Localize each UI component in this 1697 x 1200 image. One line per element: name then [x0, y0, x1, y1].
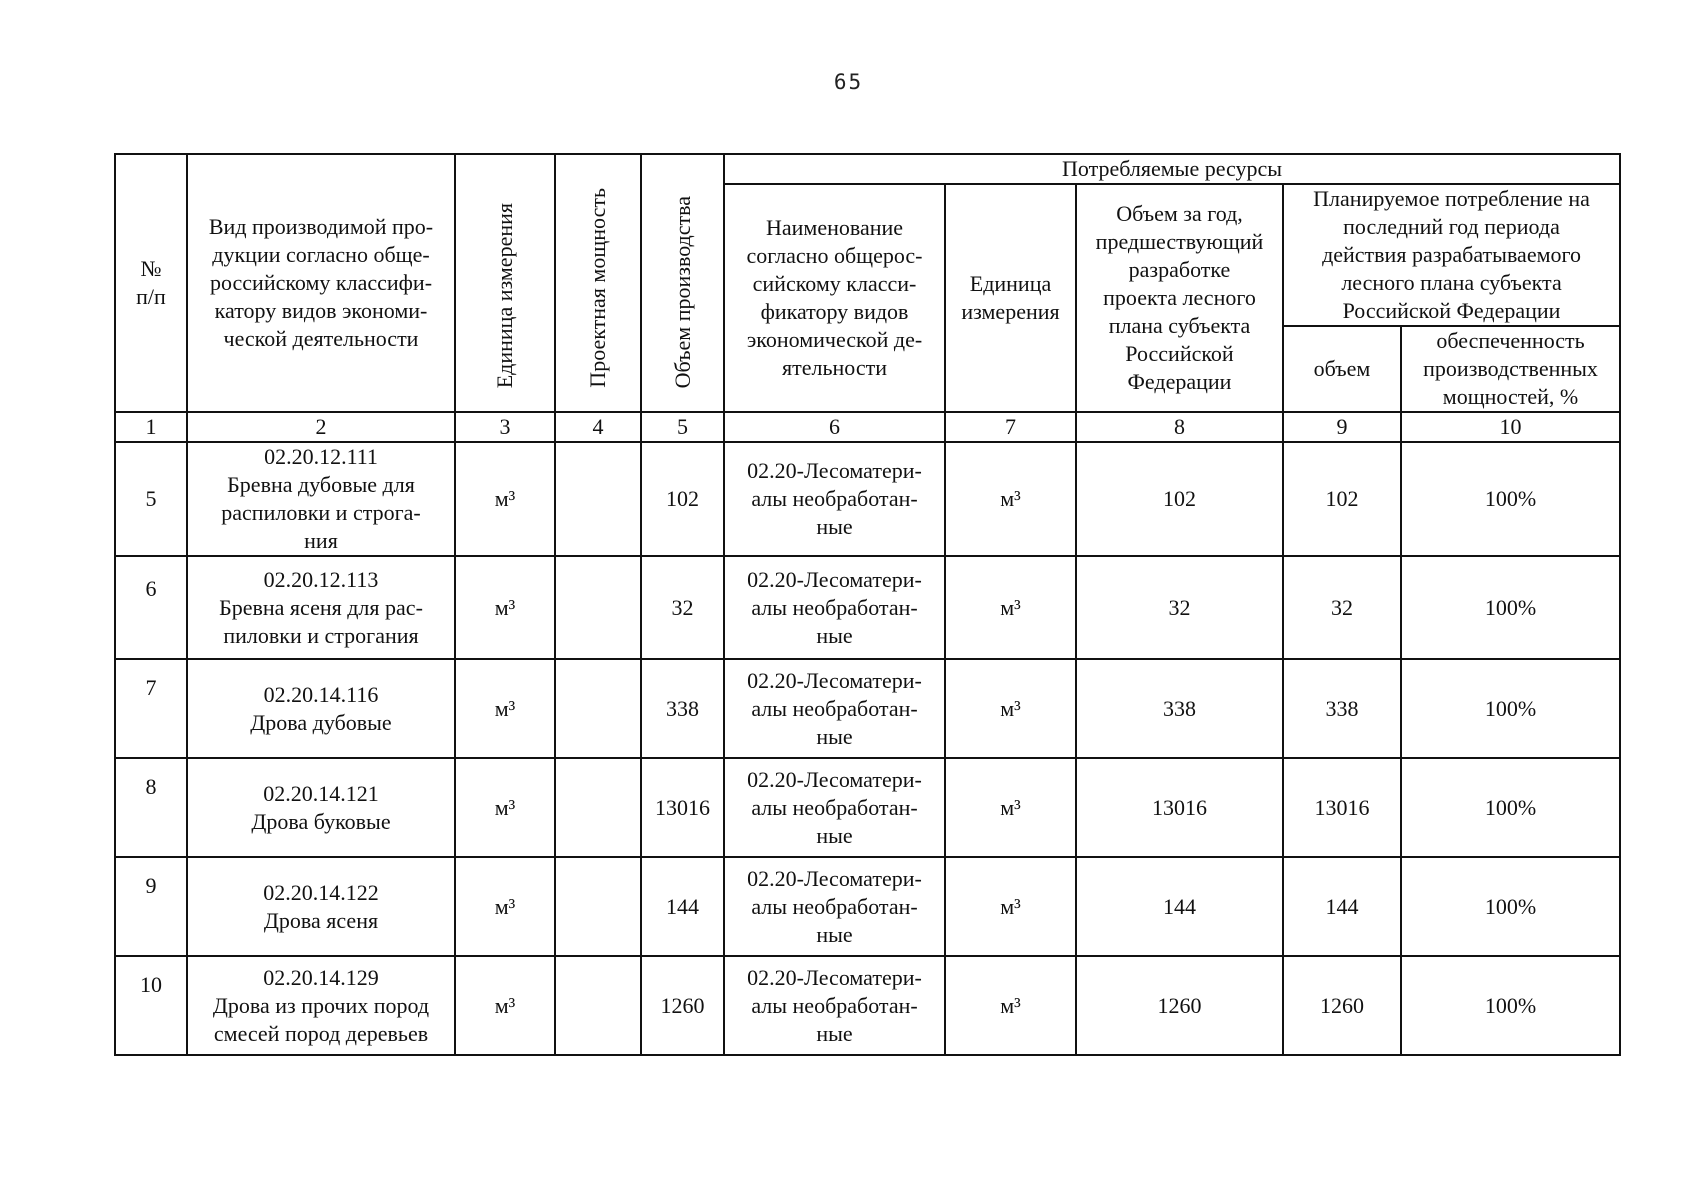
- row-capacity: [555, 556, 641, 659]
- row-product: 02.20.12.113 Бревна ясеня для рас- пиловки и строгания: [187, 556, 455, 659]
- table-row: [115, 758, 1620, 857]
- row-unit: м³: [455, 442, 555, 556]
- header-num: № п/п: [115, 154, 187, 412]
- row-product: 02.20.14.121 Дрова буковые: [187, 758, 455, 857]
- row-product: 02.20.14.122 Дрова ясеня: [187, 857, 455, 956]
- row-num: 10: [115, 956, 187, 1055]
- row-volume: 1260: [641, 956, 724, 1055]
- row-res-name: 02.20-Лесоматери- алы необработан- ные: [724, 758, 945, 857]
- header-resources: Потребляемые ресурсы: [724, 154, 1620, 184]
- resources-table: [114, 153, 1621, 1056]
- column-number: 9: [1283, 412, 1401, 442]
- column-number: 7: [945, 412, 1076, 442]
- header-res-plan: Планируемое потребление на последний год периода действия разрабатываемого лесного плана субъекта Российской Федерации: [1283, 184, 1620, 326]
- header-product: Вид производимой про- дукции согласно обще- российскому классифи- катору видов экономи- ческой деятельности: [187, 154, 455, 412]
- row-plan-volume: 13016: [1283, 758, 1401, 857]
- row-volume: 102: [641, 442, 724, 556]
- row-plan-volume: 102: [1283, 442, 1401, 556]
- row-num: 7: [115, 659, 187, 758]
- column-number: 1: [115, 412, 187, 442]
- row-res-unit: м³: [945, 659, 1076, 758]
- table-row: [115, 442, 1620, 556]
- row-res-prev: 338: [1076, 659, 1283, 758]
- header-plan-supply: обеспеченность производственных мощностей, %: [1401, 326, 1620, 412]
- row-volume: 338: [641, 659, 724, 758]
- row-res-unit: м³: [945, 758, 1076, 857]
- header-volume-text: Объем производства: [669, 195, 695, 388]
- row-res-prev: 32: [1076, 556, 1283, 659]
- row-res-prev: 1260: [1076, 956, 1283, 1055]
- header-unit: [455, 154, 555, 412]
- row-capacity: [555, 442, 641, 556]
- header-capacity: [555, 154, 641, 412]
- row-res-prev: 102: [1076, 442, 1283, 556]
- header-res-prev: Объем за год, предшествующий разработке проекта лесного плана субъекта Российской Федерации: [1076, 184, 1283, 412]
- row-num: 8: [115, 758, 187, 857]
- row-num: 9: [115, 857, 187, 956]
- header-volume: [641, 154, 724, 412]
- header-unit-text: Единица измерения: [492, 202, 517, 388]
- row-unit: м³: [455, 758, 555, 857]
- row-product: 02.20.14.116 Дрова дубовые: [187, 659, 455, 758]
- column-number: 5: [641, 412, 724, 442]
- row-volume: 32: [641, 556, 724, 659]
- row-plan-volume: 338: [1283, 659, 1401, 758]
- table-row: [115, 857, 1620, 956]
- row-capacity: [555, 956, 641, 1055]
- page-number: 65: [833, 70, 864, 94]
- row-res-name: 02.20-Лесоматери- алы необработан- ные: [724, 956, 945, 1055]
- row-volume: 144: [641, 857, 724, 956]
- row-plan-supply: 100%: [1401, 857, 1620, 956]
- header-capacity-text: Проектная мощность: [585, 188, 610, 388]
- row-plan-supply: 100%: [1401, 556, 1620, 659]
- row-plan-supply: 100%: [1401, 758, 1620, 857]
- row-num: 6: [115, 556, 187, 659]
- row-capacity: [555, 758, 641, 857]
- table-row: [115, 556, 1620, 659]
- table-row: [115, 956, 1620, 1055]
- row-res-prev: 13016: [1076, 758, 1283, 857]
- row-num: 5: [115, 442, 187, 556]
- row-plan-supply: 100%: [1401, 659, 1620, 758]
- table-row: [115, 659, 1620, 758]
- column-number: 8: [1076, 412, 1283, 442]
- row-res-name: 02.20-Лесоматери- алы необработан- ные: [724, 442, 945, 556]
- row-plan-volume: 32: [1283, 556, 1401, 659]
- header-plan-volume: объем: [1283, 326, 1401, 412]
- row-res-unit: м³: [945, 442, 1076, 556]
- row-capacity: [555, 857, 641, 956]
- row-unit: м³: [455, 556, 555, 659]
- row-res-unit: м³: [945, 857, 1076, 956]
- row-plan-volume: 1260: [1283, 956, 1401, 1055]
- row-unit: м³: [455, 659, 555, 758]
- row-volume: 13016: [641, 758, 724, 857]
- column-number: 3: [455, 412, 555, 442]
- row-product: 02.20.12.111 Бревна дубовые для распиловки и строга- ния: [187, 442, 455, 556]
- row-plan-volume: 144: [1283, 857, 1401, 956]
- header-res-unit: Единица измерения: [945, 184, 1076, 412]
- column-number: 6: [724, 412, 945, 442]
- row-unit: м³: [455, 857, 555, 956]
- column-number: 2: [187, 412, 455, 442]
- row-product: 02.20.14.129 Дрова из прочих пород смесей пород деревьев: [187, 956, 455, 1055]
- column-number: 4: [555, 412, 641, 442]
- header-res-name: Наименование согласно общерос- сийскому класси- фикатору видов экономической де- ятельности: [724, 184, 945, 412]
- column-number: 10: [1401, 412, 1620, 442]
- row-res-unit: м³: [945, 556, 1076, 659]
- row-res-name: 02.20-Лесоматери- алы необработан- ные: [724, 857, 945, 956]
- row-res-unit: м³: [945, 956, 1076, 1055]
- row-res-name: 02.20-Лесоматери- алы необработан- ные: [724, 659, 945, 758]
- row-res-name: 02.20-Лесоматери- алы необработан- ные: [724, 556, 945, 659]
- row-unit: м³: [455, 956, 555, 1055]
- row-plan-supply: 100%: [1401, 442, 1620, 556]
- row-plan-supply: 100%: [1401, 956, 1620, 1055]
- row-res-prev: 144: [1076, 857, 1283, 956]
- row-capacity: [555, 659, 641, 758]
